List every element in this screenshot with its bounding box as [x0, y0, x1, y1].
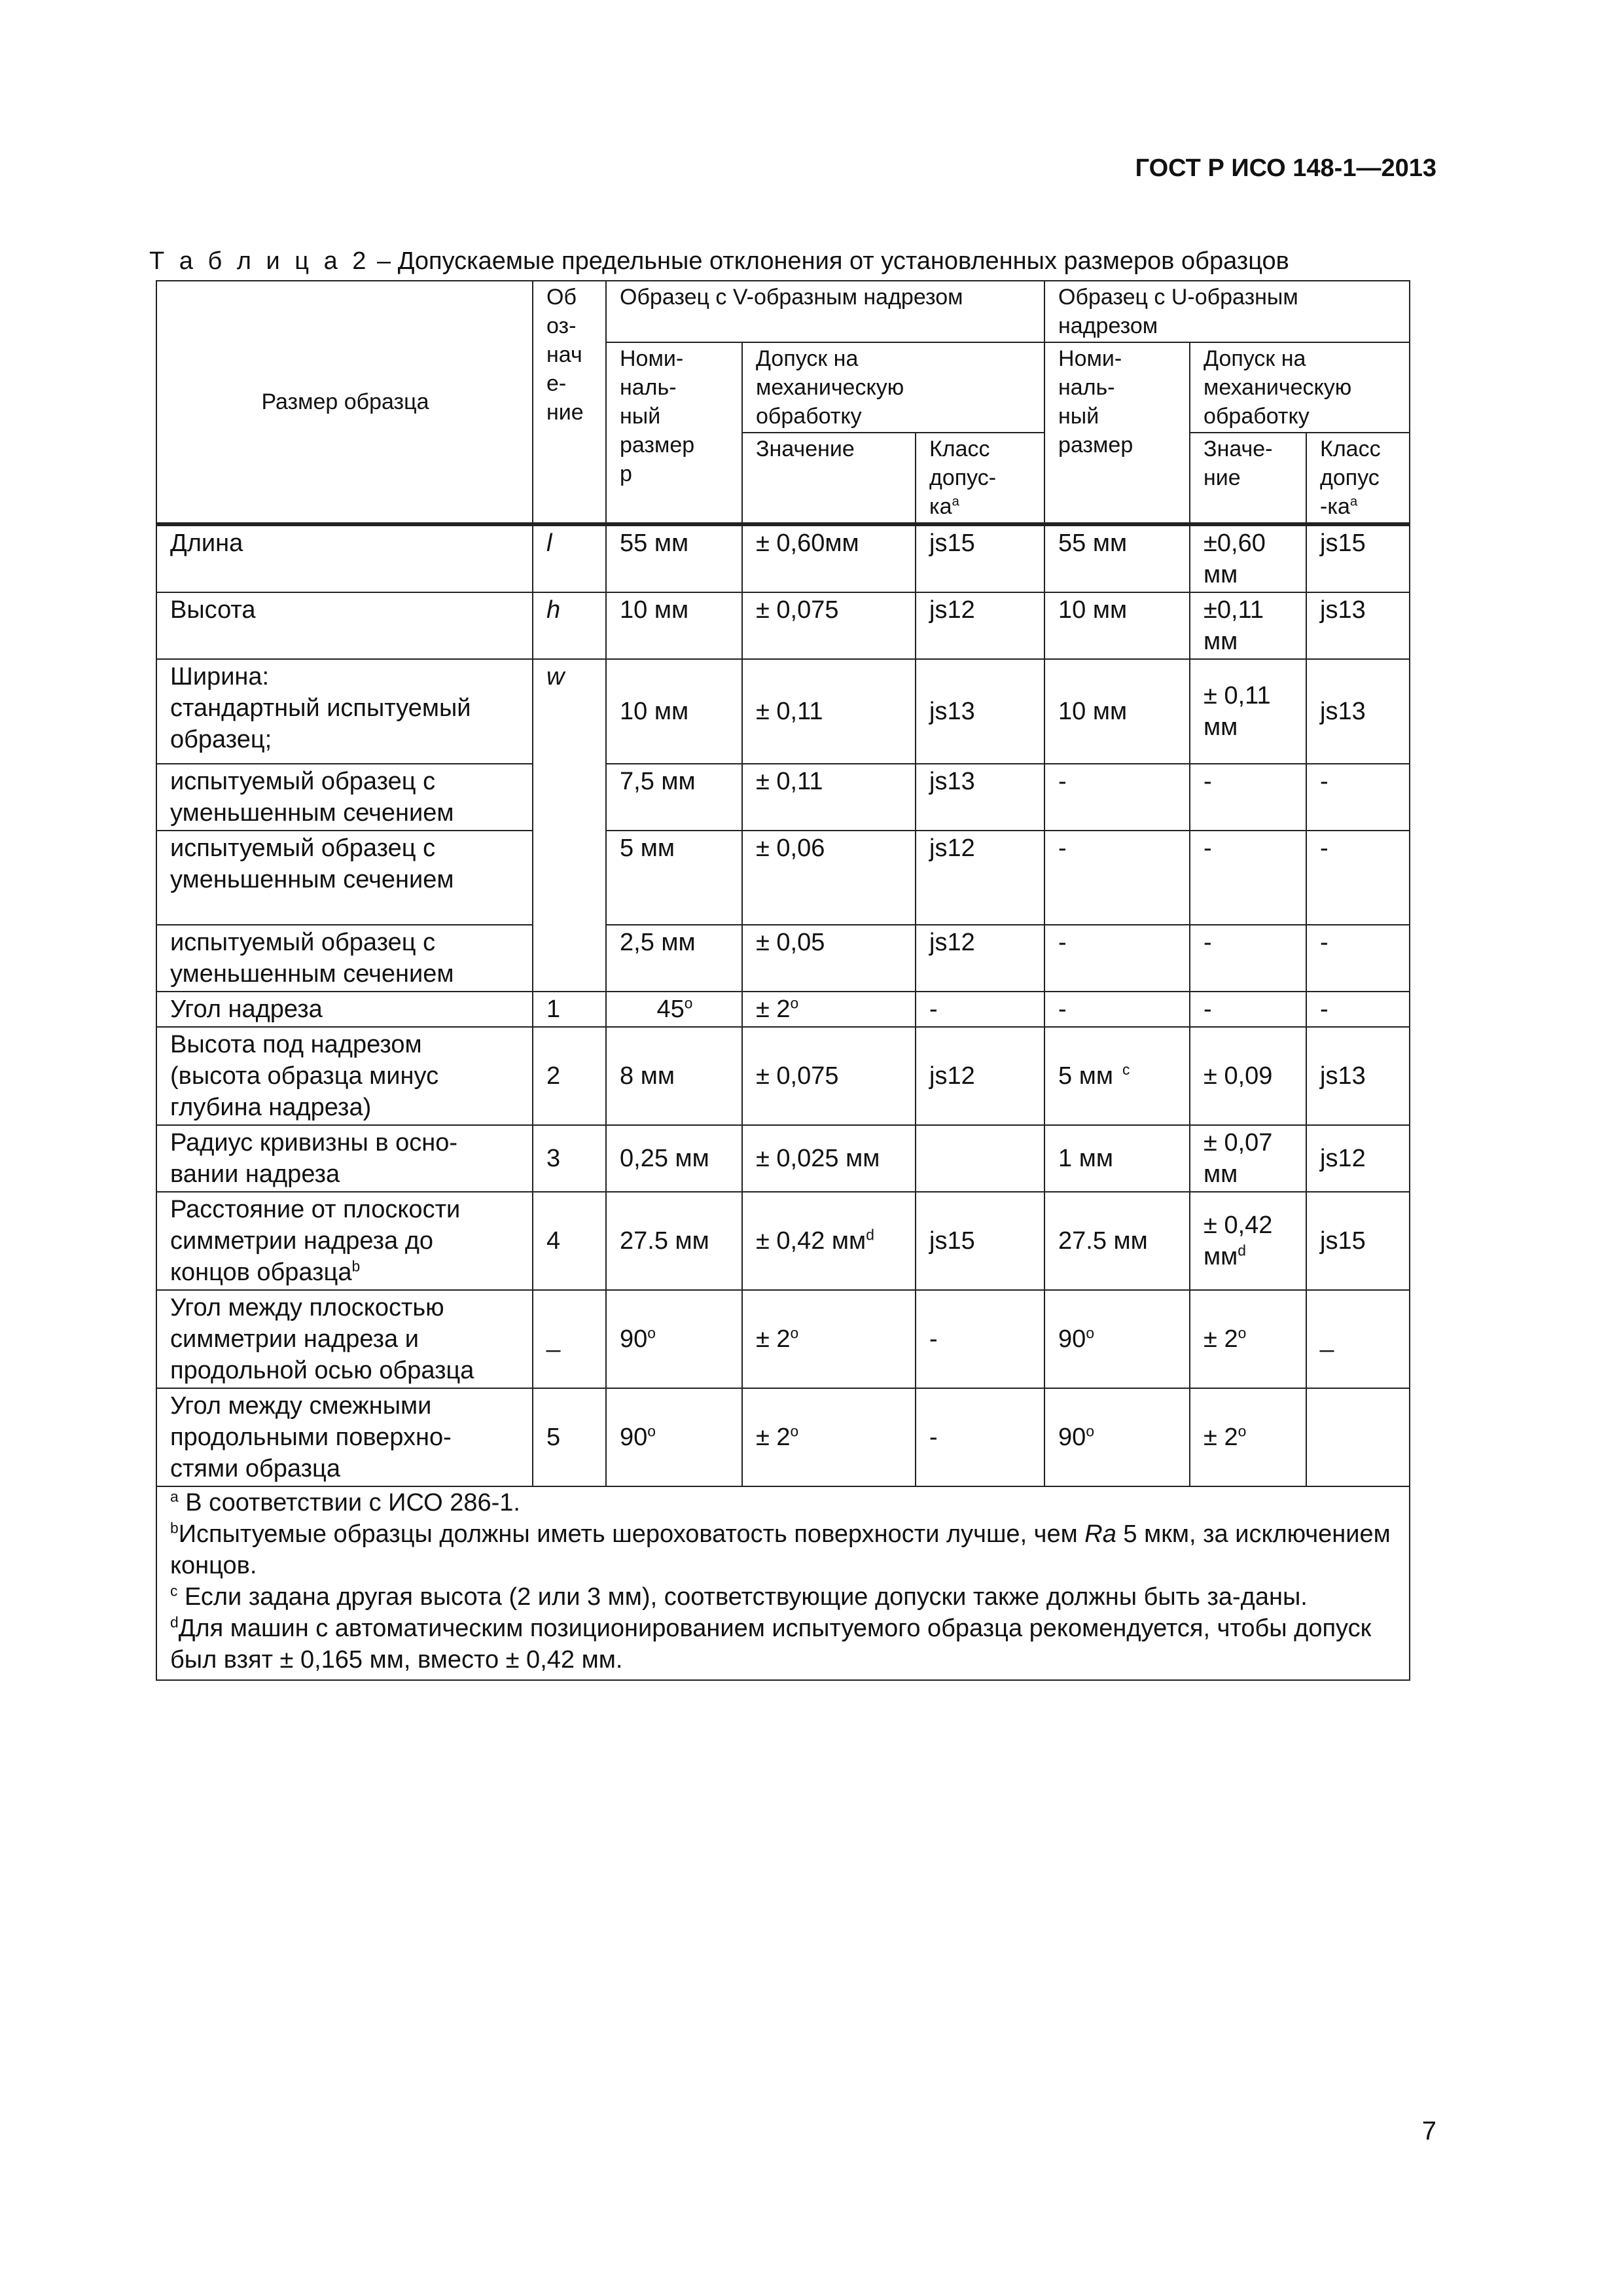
row-nominal-u-text: -: [1058, 834, 1067, 862]
row-nominal-v-cell: [606, 992, 742, 1027]
row-value-u-cell: [1190, 1027, 1306, 1125]
table-row: [156, 524, 1410, 592]
header-size: Размер образца: [156, 281, 533, 524]
row-size-text: Высота под надрезом (высота образца минус глубина надреза): [170, 1031, 439, 1121]
row-class-v-text: js15: [929, 529, 975, 557]
row-size-text: испытуемый образец с уменьшенным сечением: [170, 929, 454, 988]
row-nominal-u-text: -: [1058, 929, 1067, 956]
table-caption-text: – Допускаемые предельные отклонения от установленных размеров образцов: [377, 247, 1289, 275]
row-nominal-v-cell: [606, 1290, 742, 1388]
row-value-v-text: ± 0,075: [756, 596, 839, 624]
row-nominal-u-text: 10 мм: [1058, 698, 1128, 725]
row-nominal-v-text: 10 мм: [620, 596, 689, 624]
row-value-v-text: ± 0,11: [756, 768, 823, 795]
table-row: [156, 592, 1410, 659]
row-class-v-text: js12: [929, 1062, 975, 1090]
row-nominal-v-cell: [606, 1192, 742, 1290]
row-nominal-v-cell: [606, 1027, 742, 1125]
superscript-mark: о: [684, 994, 693, 1012]
row-nominal-u-cell: [1044, 992, 1190, 1027]
footnote-d-text: Для машин с автоматическим позиционированием испытуемого образца рекомендуется, чтобы допуск был взят ± 0,165 мм, вместо ± 0,42 мм.: [170, 1615, 1372, 1674]
row-size-text: Радиус кривизны в осно- вании надреза: [170, 1129, 458, 1188]
table-row: [156, 764, 1410, 831]
row-designation-text: h: [546, 596, 561, 624]
superscript-mark: о: [790, 1422, 799, 1440]
row-value-u-cell: [1190, 831, 1306, 925]
table-row: [156, 925, 1410, 992]
header-class-u: [1306, 433, 1410, 524]
row-designation-cell: [533, 1192, 606, 1290]
table-row: [156, 831, 1410, 925]
header-value-v: Значение: [742, 433, 916, 524]
row-class-v-cell: [916, 524, 1044, 592]
header-value-u: [1190, 433, 1306, 524]
row-class-v-text: js12: [929, 596, 975, 624]
row-nominal-u-text: -: [1058, 996, 1067, 1023]
row-size-text: Угол между плоскостью симметрии надреза и продольной осью образца: [170, 1294, 474, 1384]
row-size-cell: [156, 1192, 533, 1290]
row-value-u-text: ± 0,42 мм: [1204, 1211, 1273, 1270]
table-caption-label: Т а б л и ц а 2: [149, 247, 370, 275]
superscript-mark: о: [1238, 1422, 1247, 1440]
row-size-cell: [156, 592, 533, 659]
row-class-u-text: js13: [1320, 596, 1366, 624]
row-class-u-cell: [1306, 1388, 1410, 1486]
row-value-v-cell: [742, 831, 916, 925]
footnote-a: [170, 1487, 1397, 1518]
row-size-cell: [156, 1290, 533, 1388]
footnote-b-text: Испытуемые образцы должны иметь шероховатость поверхности лучше, чем: [178, 1520, 1085, 1548]
superscript-mark: c: [1122, 1061, 1130, 1079]
footnote-b-ra: Ra: [1084, 1520, 1116, 1548]
row-value-v-cell: [742, 1125, 916, 1192]
row-designation-cell: [533, 992, 606, 1027]
row-size-cell: [156, 925, 533, 992]
row-size-cell: [156, 764, 533, 831]
row-nominal-v-text: 10 мм: [620, 698, 689, 725]
row-nominal-u-cell: [1044, 1027, 1190, 1125]
row-class-v-text: -: [929, 1424, 938, 1451]
row-class-u-text: js13: [1320, 1062, 1366, 1090]
table-caption: [149, 247, 1289, 276]
row-designation-text: w: [546, 663, 565, 691]
table-row: [156, 1388, 1410, 1486]
footnote-b-text-end: 5 мкм, за исключением концов.: [170, 1520, 1391, 1579]
row-value-u-text: ± 0,11 мм: [1204, 682, 1271, 741]
row-designation-text: l: [546, 529, 552, 557]
footnote-c: [170, 1581, 1397, 1613]
row-size-text: испытуемый образец с уменьшенным сечением: [170, 768, 454, 827]
row-value-v-text: ± 0,075: [756, 1062, 839, 1090]
table-row: [156, 1125, 1410, 1192]
row-nominal-v-cell: [606, 1125, 742, 1192]
row-nominal-v-cell: [606, 524, 742, 592]
row-size-text: Угол между смежными продольными поверхно- стями образца: [170, 1392, 452, 1482]
row-value-v-text: ± 0,025 мм: [756, 1145, 880, 1172]
row-class-v-cell: [916, 1388, 1044, 1486]
row-nominal-u-cell: [1044, 764, 1190, 831]
row-value-u-text: -: [1204, 834, 1212, 862]
row-value-u-cell: [1190, 1125, 1306, 1192]
row-class-v-cell: [916, 831, 1044, 925]
table-header-row: [156, 281, 1410, 342]
superscript-mark: d: [866, 1226, 874, 1244]
row-value-v-cell: [742, 659, 916, 764]
row-nominal-v-text: 90: [620, 1325, 648, 1353]
row-nominal-u-cell: [1044, 1192, 1190, 1290]
row-designation-text: 1: [546, 996, 561, 1023]
superscript-mark: о: [790, 1324, 799, 1342]
row-size-text: Высота: [170, 596, 256, 624]
header-tol-v: [742, 342, 1044, 433]
row-size-text: Длина: [170, 529, 243, 557]
row-value-u-text: ±0,60 мм: [1204, 529, 1266, 588]
row-value-v-text: ± 0,05: [756, 929, 825, 956]
row-value-v-text: ± 2: [756, 1424, 791, 1451]
row-nominal-u-cell: [1044, 831, 1190, 925]
row-value-u-cell: [1190, 1192, 1306, 1290]
row-value-u-text: ± 2: [1204, 1325, 1238, 1353]
row-nominal-u-cell: [1044, 1290, 1190, 1388]
row-value-v-text: ± 0,06: [756, 834, 825, 862]
row-class-v-text: js15: [929, 1227, 975, 1255]
row-class-u-cell: [1306, 992, 1410, 1027]
row-class-u-text: -: [1320, 929, 1329, 956]
row-nominal-v-cell: [606, 1388, 742, 1486]
row-designation-cell: [533, 524, 606, 592]
row-nominal-u-text: 10 мм: [1058, 596, 1128, 624]
row-nominal-u-text: 1 мм: [1058, 1145, 1113, 1172]
row-class-u-cell: [1306, 1290, 1410, 1388]
row-class-v-cell: [916, 992, 1044, 1027]
row-nominal-v-cell: [606, 925, 742, 992]
row-class-u-cell: [1306, 925, 1410, 992]
row-class-u-text: -: [1320, 768, 1329, 795]
header-class-v-text: Класс допус- ка: [929, 437, 997, 519]
row-value-u-text: ± 2: [1204, 1424, 1238, 1451]
row-class-u-cell: [1306, 1192, 1410, 1290]
header-nominal-u-text: Номи- наль- ный размер: [1058, 346, 1133, 457]
row-class-u-cell: [1306, 764, 1410, 831]
table-row: [156, 1290, 1410, 1388]
row-value-u-cell: [1190, 592, 1306, 659]
row-class-u-cell: [1306, 1125, 1410, 1192]
row-nominal-u-text: 27.5 мм: [1058, 1227, 1148, 1255]
superscript-mark: о: [647, 1422, 656, 1440]
superscript-mark: о: [1086, 1422, 1094, 1440]
row-nominal-v-text: 0,25 мм: [620, 1145, 709, 1172]
header-designation: [533, 281, 606, 524]
table-row: [156, 659, 1410, 764]
row-designation-cell: [533, 659, 606, 992]
row-class-v-cell: [916, 659, 1044, 764]
row-class-v-cell: [916, 1125, 1044, 1192]
row-nominal-v-cell: [606, 592, 742, 659]
document-header: ГОСТ Р ИСО 148-1—2013: [1135, 154, 1436, 182]
row-value-v-cell: [742, 992, 916, 1027]
row-size-text: Ширина: стандартный испытуемый образец;: [170, 663, 471, 753]
row-value-v-text: ± 2: [756, 1325, 791, 1353]
row-nominal-v-text: 5 мм: [620, 834, 675, 862]
row-value-v-text: ± 2: [756, 996, 791, 1023]
row-value-v-cell: [742, 524, 916, 592]
superscript-mark: d: [1238, 1242, 1246, 1259]
row-nominal-v-text: 55 мм: [620, 529, 689, 557]
row-nominal-u-cell: [1044, 524, 1190, 592]
row-class-v-cell: [916, 1290, 1044, 1388]
row-class-v-text: -: [929, 996, 938, 1023]
row-designation-cell: [533, 1125, 606, 1192]
row-designation-cell: [533, 1027, 606, 1125]
row-value-v-cell: [742, 925, 916, 992]
superscript-mark: о: [647, 1324, 656, 1342]
footnote-mark: b: [170, 1519, 179, 1537]
tolerance-table: [156, 280, 1410, 1681]
row-value-u-text: ± 0,09: [1204, 1062, 1273, 1090]
row-value-v-text: ± 0,11: [756, 698, 823, 725]
page-number: 7: [1421, 2117, 1436, 2145]
row-class-u-text: -: [1320, 834, 1329, 862]
footnotes: [156, 1486, 1410, 1680]
row-class-u-cell: [1306, 659, 1410, 764]
table-row: [156, 1027, 1410, 1125]
header-v-group: Образец с V-образным надрезом: [606, 281, 1044, 342]
row-nominal-u-cell: [1044, 659, 1190, 764]
row-class-u-text: -: [1320, 996, 1329, 1023]
row-class-v-text: js13: [929, 698, 975, 725]
row-designation-text: _: [546, 1325, 561, 1353]
row-value-u-text: -: [1204, 768, 1212, 795]
row-class-v-cell: [916, 764, 1044, 831]
row-class-u-cell: [1306, 524, 1410, 592]
row-nominal-u-cell: [1044, 1388, 1190, 1486]
footnote-mark: d: [170, 1613, 179, 1631]
row-designation-cell: [533, 1388, 606, 1486]
row-class-u-cell: [1306, 1027, 1410, 1125]
row-nominal-u-text: -: [1058, 768, 1067, 795]
row-size-cell: [156, 659, 533, 764]
row-value-u-text: -: [1204, 929, 1212, 956]
row-nominal-v-cell: [606, 764, 742, 831]
row-nominal-u-text: 55 мм: [1058, 529, 1128, 557]
row-size-cell: [156, 1027, 533, 1125]
row-value-u-cell: [1190, 992, 1306, 1027]
row-size-cell: [156, 1388, 533, 1486]
row-size-cell: [156, 992, 533, 1027]
row-class-v-cell: [916, 592, 1044, 659]
row-value-u-text: ±0,11 мм: [1204, 596, 1264, 655]
row-class-u-cell: [1306, 592, 1410, 659]
header-tol-v-text: Допуск на механическую обработку: [756, 346, 904, 429]
header-designation-text: Об оз- нач е- ние: [546, 285, 584, 425]
superscript-mark: b: [351, 1257, 361, 1275]
row-class-u-text: js15: [1320, 529, 1366, 557]
row-value-v-cell: [742, 1290, 916, 1388]
row-value-v-cell: [742, 592, 916, 659]
row-class-v-text: js12: [929, 834, 975, 862]
row-designation-cell: [533, 1290, 606, 1388]
footnote-a-text: В соответствии с ИСО 286-1.: [178, 1489, 520, 1516]
row-size-text: испытуемый образец с уменьшенным сечением: [170, 834, 454, 893]
row-value-u-cell: [1190, 1290, 1306, 1388]
row-value-u-cell: [1190, 1388, 1306, 1486]
superscript-mark: о: [790, 994, 799, 1012]
row-class-u-cell: [1306, 831, 1410, 925]
row-class-u-text: _: [1320, 1325, 1334, 1353]
row-class-u-text: js13: [1320, 698, 1366, 725]
table-row: [156, 1192, 1410, 1290]
superscript-mark: о: [1238, 1324, 1247, 1342]
table-row: [156, 992, 1410, 1027]
header-nominal-v-text: Номи- наль- ный размер р: [620, 346, 695, 486]
row-value-v-text: ± 0,42 мм: [756, 1227, 866, 1255]
footnote-mark: c: [170, 1582, 178, 1600]
row-value-v-cell: [742, 1388, 916, 1486]
row-designation-cell: [533, 592, 606, 659]
row-value-v-cell: [742, 1192, 916, 1290]
footnote-mark: a: [952, 494, 959, 509]
row-nominal-v-cell: [606, 659, 742, 764]
row-value-u-text: -: [1204, 996, 1212, 1023]
header-value-u-text: Значе- ние: [1204, 437, 1273, 490]
row-value-u-cell: [1190, 764, 1306, 831]
footnote-b: [170, 1518, 1397, 1581]
row-value-u-cell: [1190, 659, 1306, 764]
row-value-v-cell: [742, 764, 916, 831]
row-size-text: Угол надреза: [170, 996, 323, 1023]
row-value-u-cell: [1190, 925, 1306, 992]
footnote-mark: a: [1349, 494, 1358, 509]
row-nominal-v-text: 90: [620, 1424, 648, 1451]
row-nominal-v-cell: [606, 831, 742, 925]
header-class-v: [916, 433, 1044, 524]
row-size-cell: [156, 524, 533, 592]
header-class-u-text: Класс допус -ка: [1320, 437, 1381, 519]
row-designation-text: 5: [546, 1424, 561, 1451]
footnotes-row: [156, 1486, 1410, 1680]
header-tol-u: [1190, 342, 1410, 433]
header-u-group: Образец с U-образным надрезом: [1044, 281, 1410, 342]
row-class-u-text: js15: [1320, 1227, 1366, 1255]
header-nominal-v: [606, 342, 742, 524]
row-nominal-v-text: 7,5 мм: [620, 768, 696, 795]
row-class-v-text: js12: [929, 929, 975, 956]
row-nominal-u-text: 90: [1058, 1424, 1086, 1451]
row-class-v-text: -: [929, 1325, 938, 1353]
row-nominal-u-cell: [1044, 1125, 1190, 1192]
row-nominal-v-text: 45: [656, 996, 685, 1023]
row-value-v-cell: [742, 1027, 916, 1125]
row-class-v-cell: [916, 1027, 1044, 1125]
row-size-cell: [156, 831, 533, 925]
row-nominal-u-text: 5 мм: [1058, 1062, 1113, 1090]
footnote-c-text: Если задана другая высота (2 или 3 мм), соответствующие допуски также должны быть за-даны.: [177, 1583, 1308, 1611]
footnote-d: [170, 1613, 1397, 1676]
row-value-v-text: ± 0,60мм: [756, 529, 859, 557]
row-value-u-text: ± 0,07 мм: [1204, 1129, 1273, 1188]
row-size-cell: [156, 1125, 533, 1192]
superscript-mark: о: [1086, 1324, 1094, 1342]
row-designation-text: 2: [546, 1062, 561, 1090]
row-nominal-u-cell: [1044, 592, 1190, 659]
row-class-v-text: js13: [929, 768, 975, 795]
header-tol-u-text: Допуск на механическую обработку: [1204, 346, 1352, 429]
row-class-v-cell: [916, 925, 1044, 992]
row-designation-text: 4: [546, 1227, 561, 1255]
row-class-v-cell: [916, 1192, 1044, 1290]
row-nominal-v-text: 2,5 мм: [620, 929, 696, 956]
row-nominal-v-text: 27.5 мм: [620, 1227, 709, 1255]
row-value-u-cell: [1190, 524, 1306, 592]
row-designation-text: 3: [546, 1145, 561, 1172]
row-nominal-u-text: 90: [1058, 1325, 1086, 1353]
row-class-u-text: js12: [1320, 1145, 1366, 1172]
row-size-text: Расстояние от плоскости симметрии надреза до концов образца: [170, 1196, 461, 1286]
footnote-mark: a: [170, 1488, 179, 1505]
row-nominal-v-text: 8 мм: [620, 1062, 675, 1090]
row-nominal-u-cell: [1044, 925, 1190, 992]
header-nominal-u: [1044, 342, 1190, 524]
